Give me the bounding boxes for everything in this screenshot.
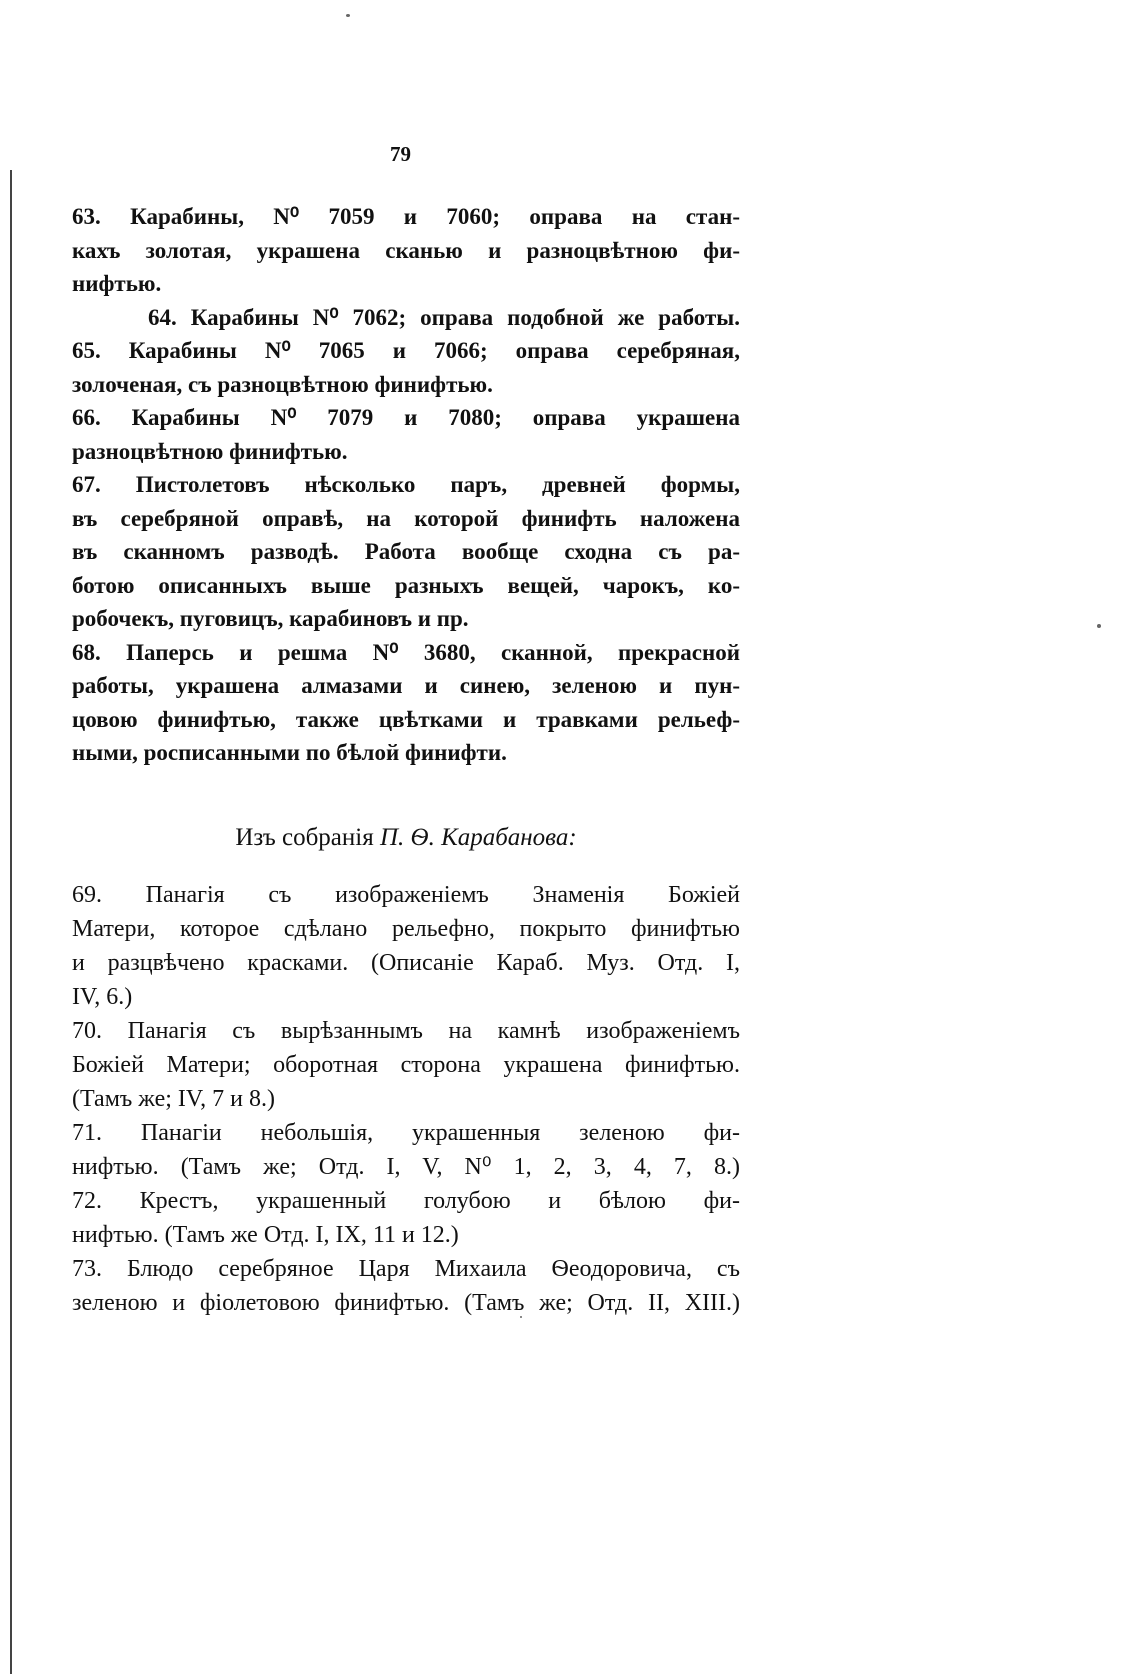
text-line: 68. Паперсь и решма N⁰ 3680, сканной, прекрасной (72, 639, 740, 665)
text-line: работы, украшена алмазами и синею, зеленою и пун- (72, 673, 740, 698)
entries-block-1 (72, 200, 740, 770)
text-line: цовою финифтью, также цвѣтками и травками рельеф- (72, 706, 740, 732)
text-line: разноцвѣтною финифтью. (72, 438, 348, 464)
text-line: 72. Крестъ, украшенный голубою и бѣлою фи- (72, 1188, 740, 1214)
text-line: въ серебряной оправѣ, на которой финифть наложена (72, 505, 740, 531)
text-line: 66. Карабины N⁰ 7079 и 7080; оправа украшена (72, 405, 740, 430)
text-line: робочекъ, пуговицъ, карабиновъ и пр. (72, 606, 469, 631)
text-line: IV, 6.) (72, 984, 133, 1010)
scan-speck (520, 1316, 522, 1318)
text-line: и разцвѣчено красками. (Описаніе Караб. Муз. Отд. I, (72, 950, 740, 976)
text-line: въ сканномъ разводѣ. Работа вообще сходна съ ра- (72, 539, 740, 564)
text-line: нифтью. (Тамъ же Отд. I, IX, 11 и 12.) (72, 1222, 459, 1248)
text-line: 71. Панагіи небольшія, украшенныя зеленою фи- (72, 1120, 740, 1146)
text-line: Матери, которое сдѣлано рельефно, покрыто финифтью (72, 916, 740, 942)
text-line: зеленою и фіолетовою финифтью. (Тамъ же; Отд. II, XIII.) (72, 1290, 740, 1316)
text-line: 64. Карабины N⁰ 7062; оправа подобной же работы. (148, 304, 740, 330)
scan-edge-line (10, 170, 12, 1674)
text-line: Божіей Матери; оборотная сторона украшена финифтью. (72, 1052, 740, 1078)
text-line: 63. Карабины, N⁰ 7059 и 7060; оправа на стан- (72, 204, 740, 229)
text-line: ботою описанныхъ выше разныхъ вещей, чарокъ, ко- (72, 572, 740, 598)
collection-heading (72, 824, 740, 852)
text-line: нифтью. (Тамъ же; Отд. I, V, N⁰ 1, 2, 3, 4, 7, 8.) (72, 1154, 740, 1180)
entries-block-2 (72, 878, 740, 1320)
heading-prefix: Изъ собранія (235, 824, 374, 851)
text-line: 69. Панагія съ изображеніемъ Знаменія Божіей (72, 882, 740, 908)
text-line: 67. Пистолетовъ нѣсколько паръ, древней формы, (72, 472, 740, 497)
text-line: ными, росписанными по бѣлой финифти. (72, 740, 507, 765)
heading-collector-name: П. Ѳ. Карабанова: (379, 824, 577, 851)
text-line: 73. Блюдо серебряное Царя Михаила Ѳеодоровича, съ (72, 1256, 740, 1282)
text-line: 65. Карабины N⁰ 7065 и 7066; оправа серебряная, (72, 338, 740, 363)
page-number: 79 (390, 142, 411, 166)
text-line: нифтью. (72, 271, 162, 296)
text-line: (Тамъ же; IV, 7 и 8.) (72, 1086, 275, 1112)
scan-speck (1097, 624, 1101, 628)
text-line: золоченая, съ разноцвѣтною финифтью. (72, 371, 493, 397)
text-line: 70. Панагія съ вырѣзаннымъ на камнѣ изображеніемъ (72, 1018, 740, 1044)
scan-speck (346, 14, 350, 17)
text-line: кахъ золотая, украшена сканью и разноцвѣтною фи- (72, 237, 740, 263)
